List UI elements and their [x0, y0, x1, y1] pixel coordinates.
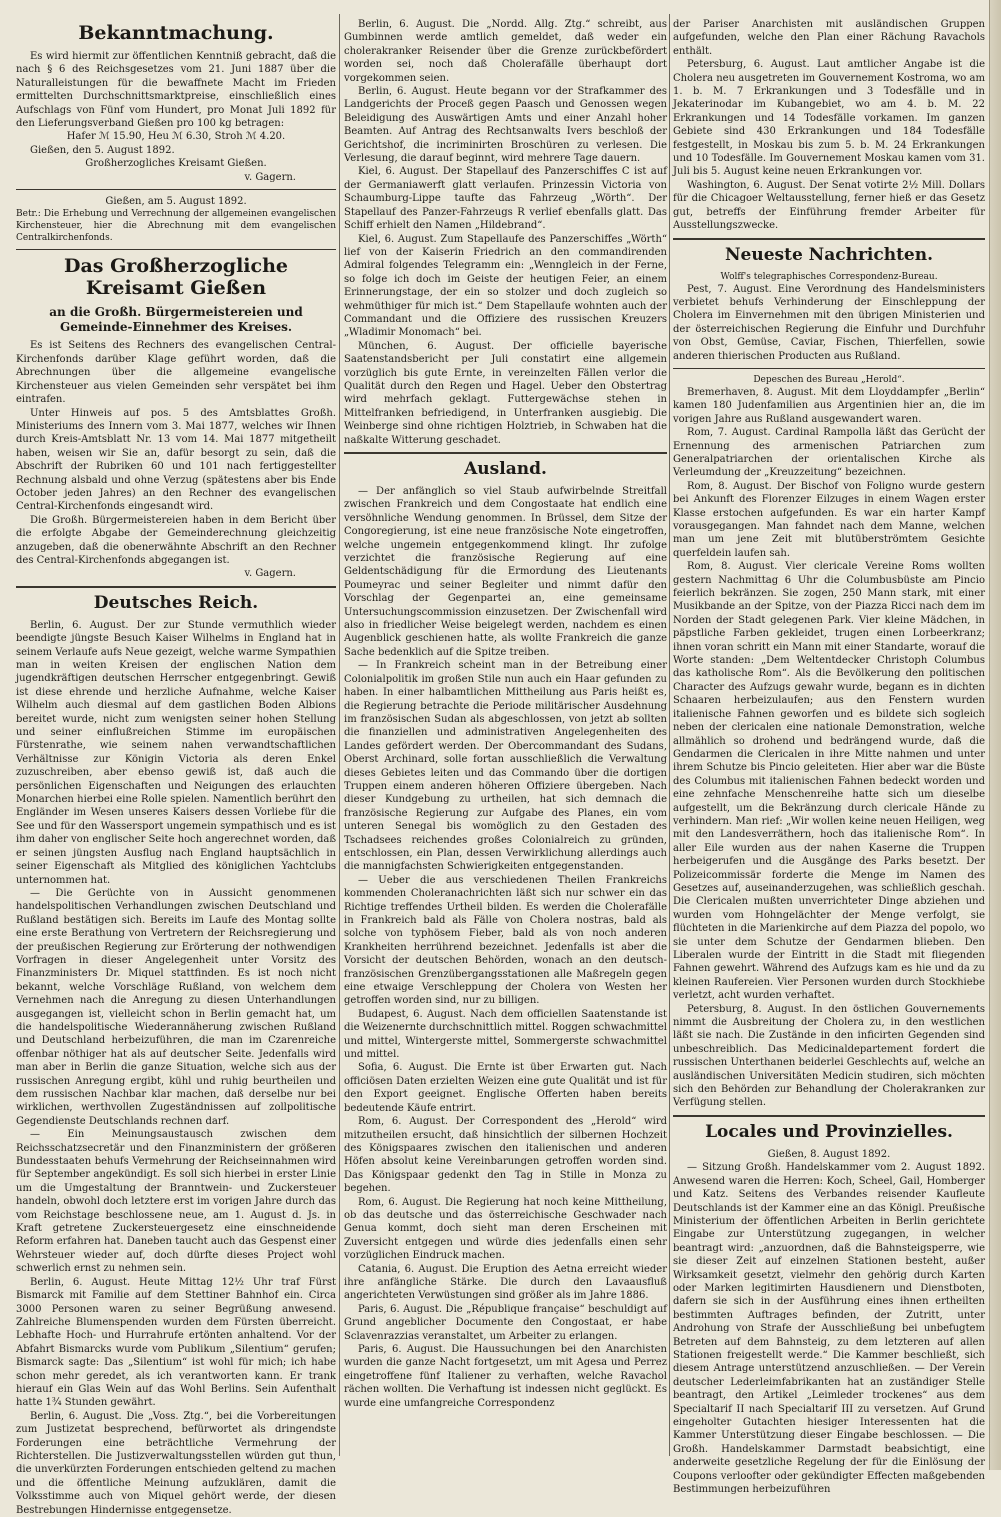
divider	[673, 238, 985, 240]
article-paragraph: Petersburg, 6. August. Laut amtlicher Angabe ist die Cholera neu ausgetreten im Gouvernement Kostroma, wo am 1. b. M. 7 Erkrankungen und 3 Todesfälle und in Jekaterinodar im Kubangebiet, wo am 4. b. M. 22 Erkrankungen und 14 Todesfälle vorkamen. Im ganzen Gebiete sind 430 Erkrankungen und 184 Todesfälle festgestellt, in Moskau bis zum 5. b. M. 24 Erkrankungen und 10 Todesfälle. Im Gouvernement Moskau kamen vom 31. Juli bis 5. August keine neuen Erkrankungen vor.	[673, 59, 985, 178]
article-paragraph: Berlin, 6. August. Heute begann vor der Strafkammer des Landgerichts der Proceß gegen Paasch und Genossen wegen Beleidigung des Auswärtigen Amts und einer Anzahl hoher Beamten. Auf Antrag des Rechtsanwalts Ivers beschloß der Gerichtshof, die incriminirten Broschüren zu verlesen. Die Verlesung, die darauf beginnt, wird mehrere Tage dauern.	[344, 86, 667, 165]
article-paragraph: Kiel, 6. August. Zum Stapellaufe des Panzerschiffes „Wörth“ lief von der Kaiserin Friedrich an den commandirenden Admiral folgendes Telegramm ein: „Wenngleich in der Ferne, so folge ich doch im Geiste der heutigen Feier, an einem Erinnerungstage, der ein so stolzer und doch zugleich so wehmüthiger für mich ist.“ Dem Stapellaufe wohnten auch der Commandant und die Offiziere des russischen Kreuzers „Wladimir Monomach“ bei.	[344, 233, 667, 339]
section-title-reich: Deutsches Reich.	[93, 592, 259, 613]
second-date: Gießen, am 5. August 1892.	[105, 196, 247, 208]
article-paragraph: — Ueber die aus verschiedenen Theilen Frankreichs kommenden Choleranachrichten läßt sich nur schwer ein das Richtige treffendes Urtheil bilden. Es werden die Cholerafälle in Frankreich bald als Fälle von Cholera nostras, bald als solche von typhösem Fieber, bald als von noch anderen Krankheiten herrührend bezeichnet. Jedenfalls ist aber die Vorsicht der deutschen Behörden, wonach an den deutsch-französischen Grenzübergangsstationen alle Maßregeln gegen eine etwaige Verschleppung der Cholera von Westen her getroffen worden sind, nur zu billigen.	[344, 874, 667, 1007]
article-paragraph: Kiel, 6. August. Der Stapellauf des Panzerschiffes C ist auf der Germaniawerft glatt verlaufen. Prinzessin Victoria von Schaumburg-Lippe taufte das Fahrzeug „Wörth“. Der Stapellauf des Panzer-Fahrzeugs R verlief ebenfalls glatt. Das Schiff erhielt den Namen „Hildebrand“.	[344, 166, 667, 232]
section-title-local: Locales und Provinzielles.	[705, 1121, 953, 1142]
divider	[16, 249, 336, 250]
article-paragraph: Paris, 6. August. Die Haussuchungen bei den Anarchisten wurden die ganze Nacht fortgesetzt, um mit Agesa und Perrez eingetroffene fünf Italiener zu verhaften, welche Ravachol rächen wollten. Die Verhaftung ist indessen nicht geglückt. Es wurde eine umfangreiche Correspondenz	[344, 1344, 667, 1409]
section-title-news: Neueste Nachrichten.	[724, 244, 934, 265]
article-paragraph: — Der anfänglich so viel Staub aufwirbelnde Streitfall zwischen Frankreich und dem Congostaate hat endlich eine versöhnliche Wendung genommen. In Brüssel, dem Sitze der Congoregierung, ist eine neue französische Note eingetroffen, welche ungemein entgegenkommend klingt. Ihr zufolge verzichtet die französische Regierung auf eine Geldentschädigung für die Ermordung des Lieutenants Poumeyrac und seiner Begleiter und nimmt dafür den Vorschlag der Gegenpartei an, eine gemeinsame Untersuchungscommission einzusetzen. Der Zwischenfall wird also in friedlicher Weise beigelegt werden, nachdem es einen Augenblick geschienen hatte, als wollte Frankreich die ganze Sache bedenklich auf die Spitze treiben.	[344, 486, 667, 658]
article-paragraph: Rom, 6. August. Die Regierung hat noch keine Mittheilung, ob das deutsche und das österreichische Geschwader nach Genua kommt, doch sieht man deren Erscheinen mit Zuversicht entgegen und würde dies jedenfalls einen sehr vorzüglichen Eindruck machen.	[344, 1196, 667, 1262]
notice-signer: v. Gagern.	[244, 171, 296, 183]
divider	[16, 586, 336, 588]
article-paragraph: Budapest, 6. August. Nach dem officiellen Saatenstande ist die Weizenernte durchschnittlich mittel. Roggen schwachmittel und mittel, Wintergerste mittel, Sommergerste schwachmittel und mittel.	[344, 1008, 667, 1061]
divider	[673, 1115, 985, 1117]
office-paragraph: Es ist Seitens des Rechners des evangelischen Central-Kirchenfonds darüber Klage geführt worden, daß die Abrechnungen über die allgemeine evangelische Kirchensteuer aus vielen Gemeinden sehr verspätet bei ihm eintrafen.	[16, 340, 336, 406]
article-paragraph: Berlin, 6. August. Heute Mittag 12½ Uhr traf Fürst Bismarck mit Familie auf dem Stettiner Bahnhof ein. Circa 3000 Personen waren zu seiner Begrüßung anwesend. Zahlreiche Blumenspenden wurden dem Fürsten überreicht. Lebhafte Hoch- und Hurrahrufe ertönten anhaltend. Vor der Abfahrt Bismarcks wurde vom Publikum „Silentium“ gerufen; Bismarck sagte: Das „Silentium“ ist wohl für mich; ich habe schon mehr geredet, als ich verantworten kann. Er trank hierauf ein Glas Wein auf das Wohl Berlins. Sein Aufenthalt hatte 1¾ Stunden gewährt.	[16, 1276, 336, 1409]
column-left	[16, 18, 336, 1516]
article-paragraph: Berlin, 6. August. Der zur Stunde vermuthlich wieder beendigte jüngste Besuch Kaiser Wilhelms in England hat in seinem Verlaufe aufs Neue gezeigt, welche warme Sympathien man in weiten Kreisen der englischen Nation dem jugendkräftigen deutschen Herrscher entgegenbringt. Gewiß ist diese ehrende und herzliche Aufnahme, welche Kaiser Wilhelm auch diesmal auf dem gastlichen Boden Albions bereitet wurde, nicht zum wenigsten seiner hohen Stellung und seiner einflußreichen Stimme im europäischen Fürstenrathe, wie seinem nahen verwandtschaftlichen Verhältnisse zur Königin Victoria als deren Enkel zuzuschreiben, aber ebenso gewiß ist, daß auch die persönlichen Eigenschaften und Neigungen des erlauchten Monarchen hierbei eine Rolle spielen. Namentlich berührt den Engländer im Wesen unseres Kaisers dessen Vorliebe für die See und für den Wassersport ungemein sympathisch und es ist ihm daher von englischer Seite hoch angerechnet worden, daß er seinen jüngsten Ausflug nach England hauptsächlich in seiner Eigenschaft als Mitglied des königlichen Yachtclubs unternommen hat.	[16, 619, 336, 886]
divider	[344, 452, 667, 454]
article-paragraph: Berlin, 6. August. Die „Voss. Ztg.“, bei die Vorbereitungen zum Justizetat besprechend, befürwortet als dringendste Forderungen eine beträchtliche Vermehrung der Richterstellen. Die Justizverwaltungsstellen würden gut thun, die unverkürzten Forderungen entschieden geltend zu machen und die öffentliche Meinung aufzuklären, damit die Volksstimme auch von Miquel gehört werde, der diesen Bestrebungen Hindernisse entgegensetze.	[16, 1410, 336, 1516]
article-paragraph: Sofia, 6. August. Die Ernte ist über Erwarten gut. Nach officiösen Daten erzielten Weizen eine gute Qualität und ist für den Export geeignet. Englische Offerten haben bereits bedeutende Käufe entrirt.	[344, 1062, 667, 1114]
divider	[16, 189, 336, 190]
article-paragraph: München, 6. August. Der officielle bayerische Saatenstandsbericht per Juli constatirt eine allgemein vorzüglich bis gute Ernte, in vereinzelten Fällen verlor die Qualität durch den Regen und Hagel. Ueber den Obstertrag wird mehrfach geklagt. Futtergewächse stehen in Mittelfranken befriedigend, in Unterfranken ausgiebig. Die Weinberge sind ohne richtigen Holztrieb, in Schwaben hat die naßkalte Witterung geschadet.	[344, 340, 667, 446]
article-paragraph: Paris, 6. August. Die „République française“ beschuldigt auf Grund angeblicher Documente den Congostaat, er habe Sclavenrazzias veranstaltet, um Arbeiter zu erlangen.	[344, 1303, 667, 1342]
article-paragraph: Rom, 8. August. Vier clericale Vereine Roms wollten gestern Nachmittag 6 Uhr die Columbusbüste am Pincio feierlich bekränzen. Sie zogen, 250 Mann stark, mit einer Musikbande an der Spitze, von der Piazza Ricci nach dem im Norden der Stadt gelegenen Park. Vier kleine Mädchen, in päpstliche Farben gekleidet, trugen einen Lorbeerkranz; ihnen voran schritt ein Mann mit einer Standarte, worauf die Worte standen: „Dem Weltentdecker Christoph Columbus das katholische Rom“. Als die Bevölkerung den politischen Character des Aufzugs gewahr wurde, begann es in dichten Schaaren herbeizulaufen; aus den Fenstern wurden italienische Fahnen geworfen und es bildete sich sogleich neben der clericalen eine nationale Demonstration, welche allmählich so drohend und bedrängend wurde, daß die Gendarmen die Clericalen in ihre Mitte nahmen und unter ihrem Schutze bis Pincio geleiteten. Hier aber war die Büste des Columbus mit italienischen Fahnen bedeckt worden und eine zehnfache Menschenreihe hatte sich um dieselbe aufgestellt, um die Bekränzung durch clericale Hände zu verhindern. Man rief: „Wir wollen keine neuen Heiligen, weg mit den Landesverräthern, hoch das italienische Rom“. In aller Eile wurden aus der nahen Kaserne die Truppen herbeigerufen und die Ausgänge des Parks besetzt. Der Polizeicommissär forderte die Menge im Namen des Gesetzes auf, auseinanderzugehen, was schließlich geschah. Die Clericalen mußten unverrichteter Dinge abziehen und wurden vom Hohngelächter der Menge verfolgt, sie flüchteten in die Marienkirche auf dem Piazza del popolo, wo sie unter dem Schutze der Gendarmen blieben. Den Liberalen wurde der Eintritt in die Stadt mit fliegenden Fahnen gewehrt. Während des Aufzugs kam es hie und da zu kleinen Raufereien. Vier Personen wurden durch Stockhiebe verletzt, acht wurden verhaftet.	[673, 561, 985, 1002]
notice-office: Großherzogliches Kreisamt Gießen.	[85, 158, 267, 170]
article-paragraph: Petersburg, 8. August. In den östlichen Gouvernements nimmt die Ausbreitung der Cholera zu, in den westlichen läßt sie nach. Die Zustände in den inficirten Gegenden sind unbeschreiblich. Das Medicinaldepartement fordert die russischen Unterthanen beiderlei Geschlechts auf, welche an ausländischen Universitäten Medicin studiren, sich möchten sich den Behörden zur Behandlung der Cholerakranken zur Verfügung stellen.	[673, 1003, 985, 1109]
subject-line: Betr.: Die Erhebung und Verrechnung der allgemeinen evangelischen Kirchensteuer, hier die Abrechnung mit dem evangelischen Centralkirchenfonds.	[16, 209, 336, 244]
agency-line: Wolff's telegraphisches Correspondenz-Bureau.	[720, 271, 938, 282]
agency-line: Depeschen des Bureau „Herold“.	[753, 374, 905, 385]
office-subtitle: an die Großh. Bürgermeistereien und Gemeinde-Einnehmer des Kreises.	[49, 305, 303, 335]
divider	[673, 368, 985, 369]
notice-date: Gießen, den 5. August 1892.	[30, 144, 175, 156]
article-paragraph: Washington, 6. August. Der Senat votirte 2½ Mill. Dollars für die Chicagoer Weltausstellung, ferner hieß er das Gesetz gut, betreffs der Einführung fremder Arbeiter für Ausstellungszwecke.	[673, 179, 985, 232]
article-paragraph: — In Frankreich scheint man in der Betreibung einer Colonialpolitik im großen Stile nun auch ein Haar gefunden zu haben. In einer halbamtlichen Mittheilung aus Paris heißt es, die Regierung betrachte die Periode militärischer Ausdehnung im französischen Sudan als abgeschlossen, von jetzt ab sollten die finanziellen und administrativen Angelegenheiten des Landes gefördert werden. Der Obercommandant des Sudans, Oberst Archinard, solle fortan ausschließlich die Verwaltung dieses Gebietes leiten und das Commando über die dortigen Truppen einem anderen höheren Offiziere übergeben. Nach dieser Kundgebung zu urtheilen, hat sich demnach die französische Regierung zur Aufgabe des Planes, ein vom unteren Senegal bis womöglich zu den Gestaden des Tschadsees reichendes großes Colonialreich zu gründen, entschlossen, ein Plan, dessen Verwirklichung allerdings auch die mannigfachsten Schwierigkeiten entgegenstanden.	[344, 660, 667, 873]
article-paragraph: — Ein Meinungsaustausch zwischen dem Reichsschatzsecretär und den Finanzministern der größeren Bundesstaaten behufs Vermehrung der Reichseinnahmen wird für September angekündigt. Es soll sich hierbei in erster Linie um die Umgestaltung der Branntwein- und Zuckersteuer handeln, obwohl doch letztere erst im vorigen Jahre durch das vom Reichstage beschlossene neue, am 1. August d. Js. in Kraft getretene Zuckersteuergesetz eine einschneidende Reform erfahren hat. Daneben taucht auch das Gespenst einer Wehrsteuer wieder auf, doch dürfte dieses Project wohl schwerlich ernst zu nehmen sein.	[16, 1129, 336, 1275]
column-divider	[339, 14, 340, 1456]
column-right	[673, 18, 985, 1496]
local-dateline: Gießen, 8. August 1892.	[767, 1148, 891, 1160]
column-middle	[344, 18, 667, 1452]
article-paragraph: Rom, 8. August. Der Bischof von Foligno wurde gestern bei Ankunft des Florenzer Eilzuges in einem Wagen erster Klasse erstochen aufgefunden. Es war ein harter Kampf vorausgegangen. Man fahndet nach dem Manne, welchen man um jene Zeit mit blutüberströmtem Gesichte querfeldein laufen sah.	[673, 480, 985, 559]
notice-prices: Hafer ℳ 15.90, Heu ℳ 6.30, Stroh ℳ 4.20.	[66, 131, 286, 143]
section-title-ausland: Ausland.	[464, 459, 547, 479]
office-signer: v. Gagern.	[244, 568, 296, 580]
notice-text: Es wird hiermit zur öffentlichen Kenntniß gebracht, daß die nach § 6 des Reichsgesetzes vom 21. Juni 1887 über die Naturalleistungen für die bewaffnete Macht im Frieden ermittelten Durchschnittsmarktpreise, einschließlich eines Aufschlags von Fünf vom Hundert, pro Monat Juli 1892 für den Lieferungsverband Gießen pro 100 kg betragen:	[16, 51, 336, 130]
article-paragraph: Rom, 7. August. Cardinal Rampolla läßt das Gerücht der Ernennung des armenischen Patriarchen zum Generalpatriarchen der orientalischen Kirche als Verleumdung der „Kreuzzeitung“ bezeichnen.	[673, 427, 985, 479]
article-paragraph: Catania, 6. August. Die Eruption des Aetna erreicht wieder ihre anfängliche Stärke. Die durch den Lavaausfluß angerichteten Verwüstungen sind größer als im Jahre 1886.	[344, 1263, 667, 1302]
article-paragraph: Rom, 6. August. Der Correspondent des „Herold“ wird mitzutheilen ersucht, daß hinsichtlich der silbernen Hochzeit des Königspaares zwischen den italienischen und anderen Höfen absolut keine Vereinbarungen getroffen worden sind. Das Königspaar gedenkt den Tag in Stille in Monza zu begehen.	[344, 1116, 667, 1195]
article-paragraph: — Sitzung Großh. Handelskammer vom 2. August 1892. Anwesend waren die Herren: Koch, Scheel, Gail, Homberger und Katz. Seitens des Verbandes reisender Kaufleute Deutschlands ist der Kammer eine an das Königl. Preußische Ministerium der öffentlichen Arbeiten in Berlin gerichtete Eingabe zur Unterstützung zugegangen, in welcher beantragt wird: „anzuordnen, daß die Bahnsteigsperre, wie sie dieser Zeit auf einzelnen Stationen besteht, außer Wirksamkeit gesetzt, vielmehr den gehörig durch Karten oder Marken legitimirten Hausdienern und Dienstboten, dafern sie sich in der Ausführung eines ihnen ertheilten bestimmten Auftrages befinden, der Zutritt, unter Androhung von Strafe der Ausschließung bei unbefugtem Betreten auf dem Bahnsteig, zu dem letzteren auf allen Stationen freigestellt werde.“ Die Kammer beschließt, sich diesem Antrage unterstützend anzuschließen. — Der Verein deutscher Lederleimfabrikanten hat an zuständiger Stelle beantragt, den Artikel „Leimleder trockenes“ aus dem Specialtarif II nach Specialtarif III zu versetzen. Auf Grund eingeholter Gutachten hiesiger Interessenten hat die Kammer Unterstützung dieser Eingabe beschlossen. — Die Großh. Handelskammer Darmstadt beabsichtigt, eine anderweite gesetzliche Regelung der für die Einlösung der Coupons verloofter oder gekündigter Effecten maßgebenden Bestimmungen herbeizuführen	[673, 1162, 985, 1496]
article-paragraph: Bremerhaven, 8. August. Mit dem Lloyddampfer „Berlin“ kamen 180 Judenfamilien aus Argentinien hier an, die im vorigen Jahre aus Rußland ausgewandert waren.	[673, 386, 985, 425]
page-edge	[989, 0, 1001, 1470]
office-paragraph: Unter Hinweis auf pos. 5 des Amtsblattes Großh. Ministeriums des Innern vom 3. Mai 1877, welches wir Ihnen durch Kreis-Amtsblatt Nr. 13 vom 14. Mai 1877 mitgetheilt haben, weisen wir Sie an, dafür besorgt zu sein, daß die Abschrift der Rubriken 60 und 101 nach fertiggestellter Rechnung alsbald und ohne Verzug (spätestens aber bis Ende October jeden Jahres) an den Rechner des evangelischen Central-Kirchenfonds eingesandt wird.	[16, 407, 336, 513]
office-paragraph: Die Großh. Bürgermeistereien haben in dem Bericht über die erfolgte Abgabe der Gemeinderechnung gleichzeitig anzugeben, daß die obenerwähnte Abschrift an den Rechner des Central-Kirchenfonds abgegangen ist.	[16, 514, 336, 566]
notice-title: Bekanntmachung.	[78, 22, 274, 44]
article-paragraph: Pest, 7. August. Eine Verordnung des Handelsministers verbietet behufs Verhinderung der Einschleppung der Cholera im Einvernehmen mit den übrigen Ministerien und der österreichischen Regierung die Einfuhr und Durchfuhr von Obst, Gemüse, Caviar, Fischen, Thierfellen, sowie anderen thierischen Producten aus Rußland.	[673, 283, 985, 362]
article-paragraph: — Die Gerüchte von in Aussicht genommenen handelspolitischen Verhandlungen zwischen Deutschland und Rußland bestätigen sich. Bereits im Laufe des Montag sollte eine erste Berathung von Vertretern der Reichsregierung und der preußischen Regierung zur Erörterung der nothwendigen Vorfragen in dieser Angelegenheit unter Vorsitz des Finanzministers Dr. Miquel stattfinden. Es ist noch nicht bekannt, welche Vorschläge Rußland, von welchem dem Vernehmen nach die Anregung zu diesen Unterhandlungen ausgegangen ist, vielleicht schon in Berlin gemacht hat, um die handelspolitische Wiederannäherung zwischen Rußland und Deutschland herbeizuführen, die man im Czarenreiche offenbar nöthiger hat als auf deutscher Seite. Jedenfalls wird man aber in Berlin die ganze Situation, welche sich aus der russischen Anregung ergibt, kühl und ruhig beurtheilen und dem russischen Nachbar klar machen, daß derselbe nur bei wirklichen, werthvollen Zugeständnissen auf zollpolitische Gegendienste Deutschlands rechnen darf.	[16, 887, 336, 1127]
office-title: Das Großherzogliche Kreisamt Gießen	[63, 255, 288, 300]
article-paragraph: Berlin, 6. August. Die „Nordd. Allg. Ztg.“ schreibt, aus Gumbinnen werde amtlich gemeldet, daß weder ein cholerakranker Reisender über die Grenze zurückbefördert worden sei, noch daß Cholerafälle überhaupt dort vorgekommen seien.	[344, 19, 667, 84]
column-divider	[669, 14, 670, 1456]
article-paragraph: der Pariser Anarchisten mit ausländischen Gruppen aufgefunden, welche den Plan einer Rächung Ravachols enthält.	[673, 19, 985, 57]
